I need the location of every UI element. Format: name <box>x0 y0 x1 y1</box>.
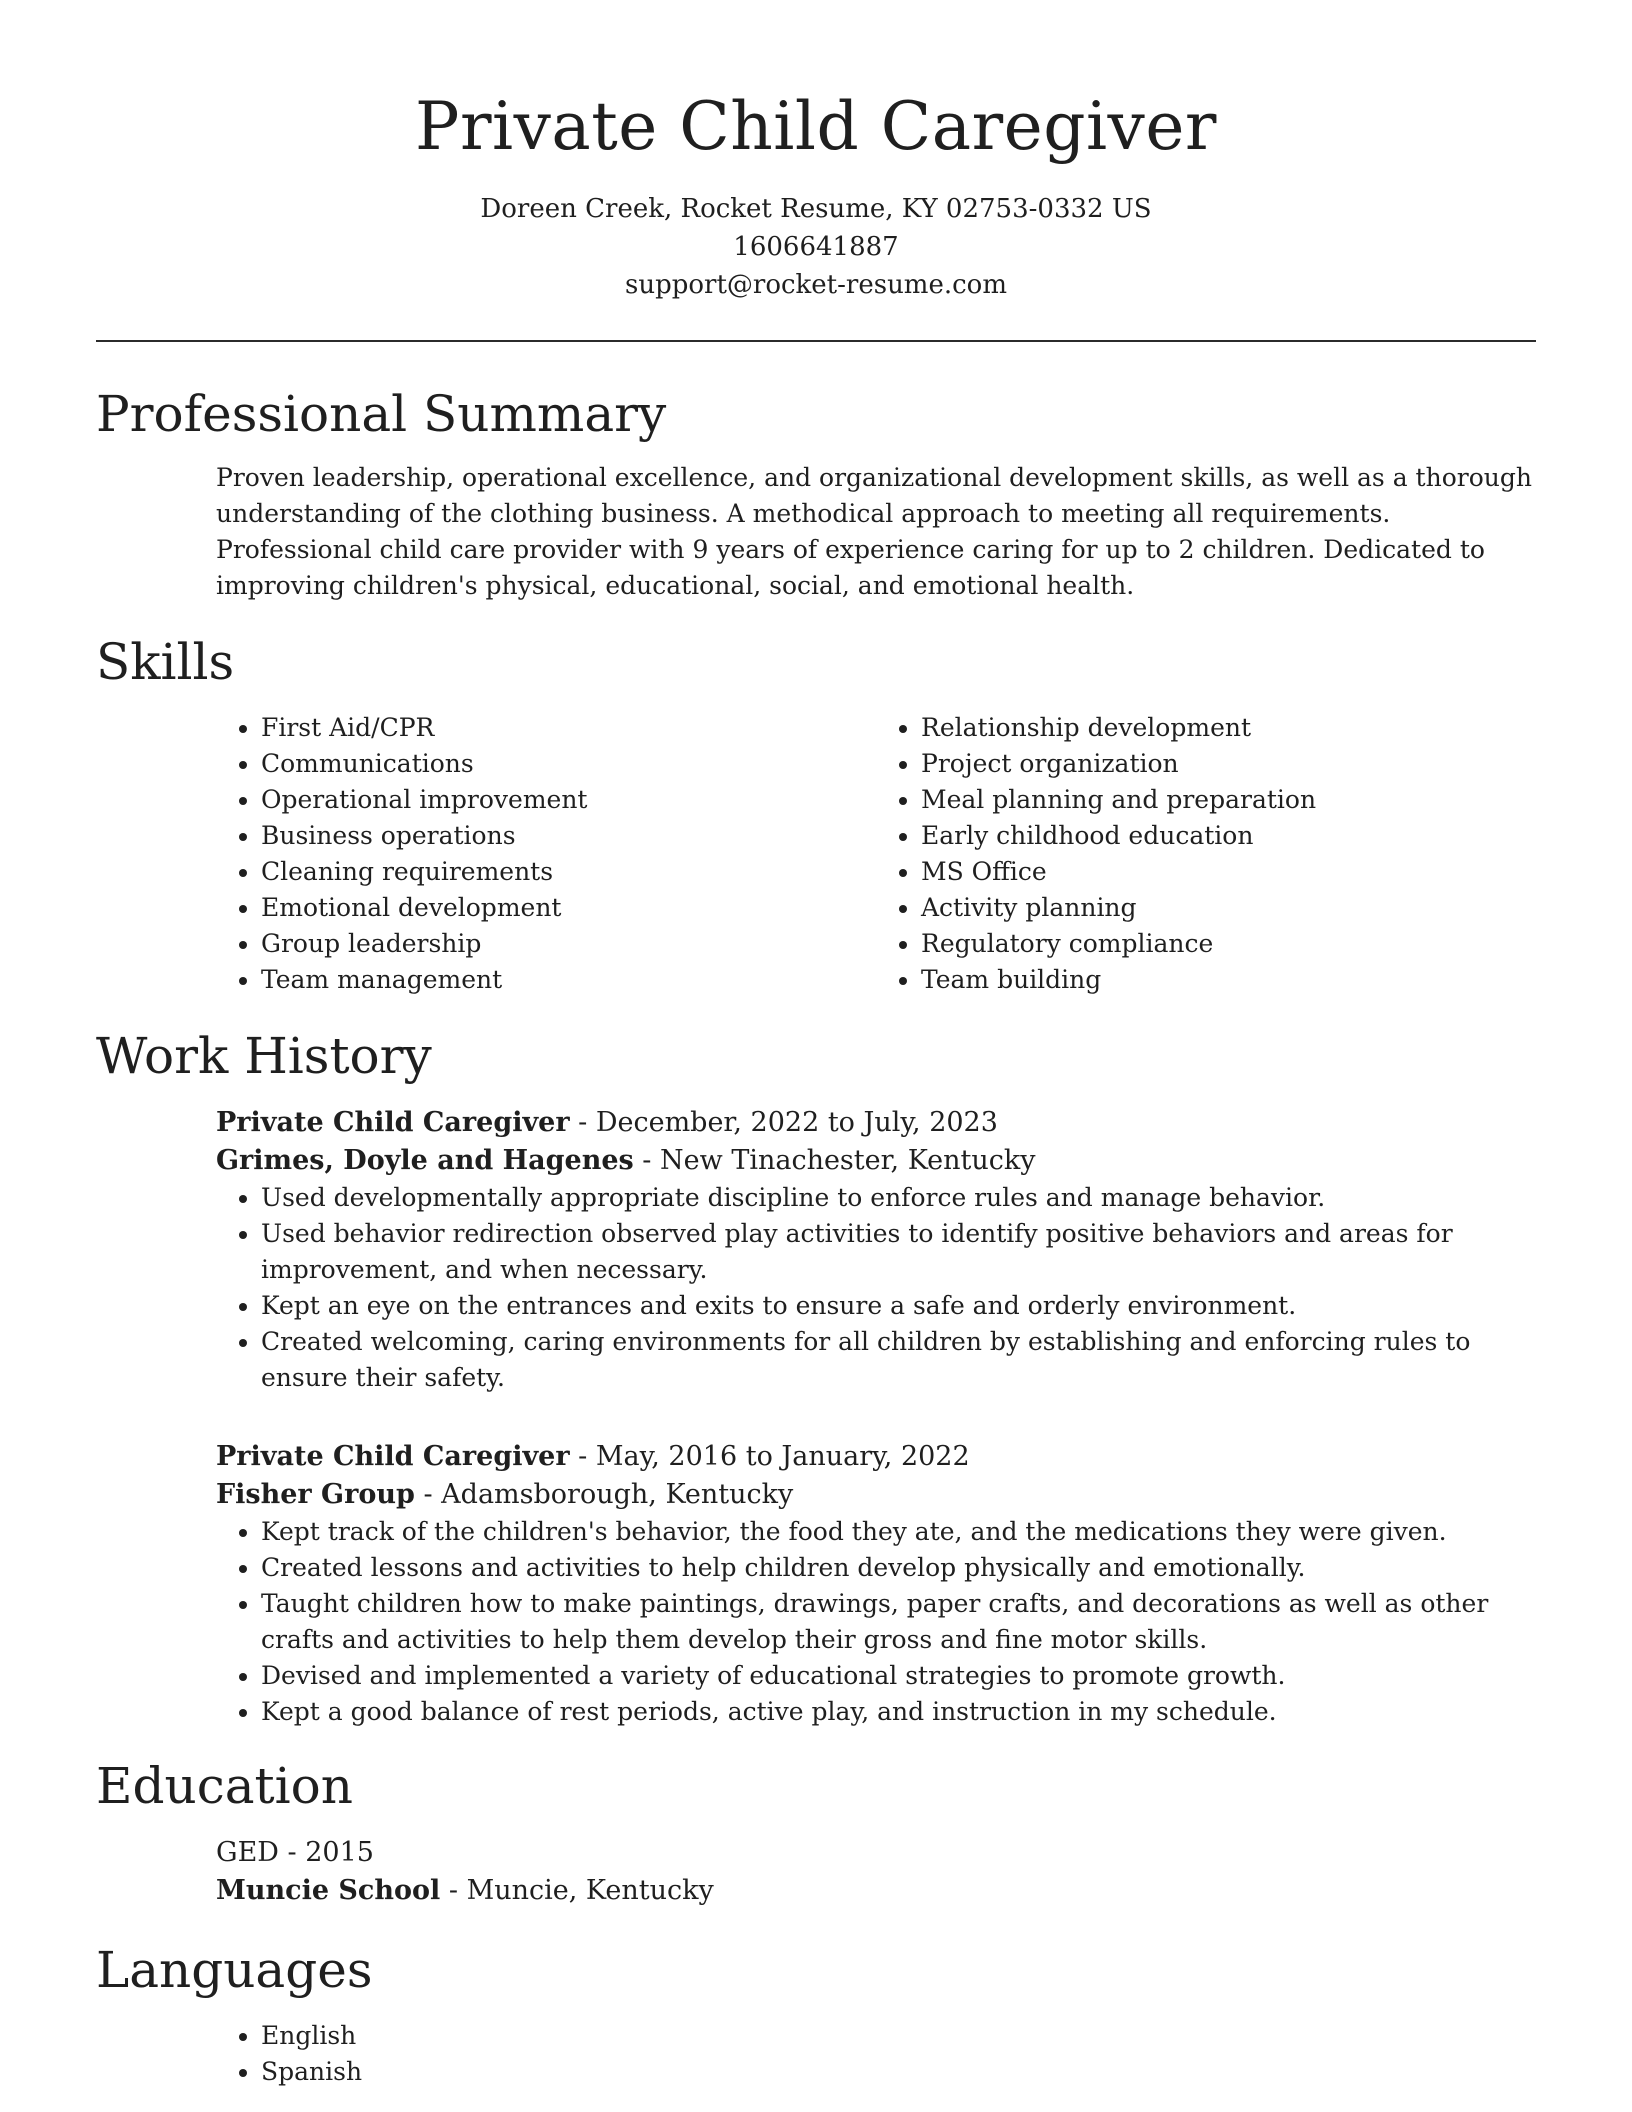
job-duty: • Used behavior redirection observed play activities to identify positive behaviors and areas for improvement, and when necessary. <box>261 1216 1536 1288</box>
separator: - <box>633 1145 661 1176</box>
job-dates: May, 2016 to January, 2022 <box>595 1441 970 1472</box>
skills-section <box>96 710 1536 998</box>
job-title-line <box>216 1438 1536 1476</box>
work-history-heading: Work History <box>96 1027 432 1085</box>
job-duties-list <box>216 1180 1536 1396</box>
languages-heading: Languages <box>96 1941 373 1999</box>
education-degree: GED <box>216 1837 279 1868</box>
skills-list-left <box>216 710 876 998</box>
job-entry <box>216 1104 1536 1396</box>
skill-item: • Emotional development <box>261 890 876 926</box>
education-degree-line <box>216 1834 1536 1872</box>
skill-item: • First Aid/CPR <box>261 710 876 746</box>
education-heading: Education <box>96 1757 353 1815</box>
skill-item: • Regulatory compliance <box>921 926 1536 962</box>
job-duty: • Used developmentally appropriate discipline to enforce rules and manage behavior. <box>261 1180 1536 1216</box>
skill-item: • Team building <box>921 962 1536 998</box>
education-section <box>96 1834 1536 1910</box>
education-year: 2015 <box>305 1837 374 1868</box>
skill-item: • Cleaning requirements <box>261 854 876 890</box>
job-location: Adamsborough, Kentucky <box>441 1479 794 1510</box>
skills-heading: Skills <box>96 633 235 691</box>
work-history-section <box>96 1104 1536 1730</box>
job-company: Fisher Group <box>216 1479 415 1510</box>
job-duty: • Kept a good balance of rest periods, active play, and instruction in my schedule. <box>261 1694 1536 1730</box>
separator: - <box>569 1107 596 1138</box>
candidate-title: Private Child Caregiver <box>415 88 1217 165</box>
languages-list <box>216 2018 1536 2090</box>
header-divider <box>96 340 1536 342</box>
language-item: • English <box>261 2018 1536 2054</box>
skill-item: • Meal planning and preparation <box>921 782 1536 818</box>
education-school: Muncie School <box>216 1875 441 1906</box>
job-duty: • Kept an eye on the entrances and exits to ensure a safe and orderly environment. <box>261 1288 1536 1324</box>
skill-item: • Group leadership <box>261 926 876 962</box>
separator: - <box>569 1441 596 1472</box>
skill-item: • Team management <box>261 962 876 998</box>
education-school-line <box>216 1872 1536 1910</box>
job-title-line <box>216 1104 1536 1142</box>
job-dates: December, 2022 to July, 2023 <box>595 1107 998 1138</box>
contact-phone: 1606641887 <box>733 232 899 262</box>
job-duty: • Created lessons and activities to help children develop physically and emotionally. <box>261 1550 1536 1586</box>
languages-section <box>96 2018 1536 2090</box>
job-company-line <box>216 1476 1536 1514</box>
resume-header <box>96 0 1536 304</box>
contact-email: support@rocket-resume.com <box>624 270 1007 300</box>
skill-item: • Activity planning <box>921 890 1536 926</box>
job-role: Private Child Caregiver <box>216 1441 570 1472</box>
contact-block <box>96 190 1536 304</box>
summary-text: Proven leadership, operational excellence, and organizational development skills, as well as a thorough understanding of the clothing business. A methodical approach to meeting all requirements. Professional child care provider with 9 years of experience caring for up to 2 children. Dedicated to improving children's physical, educational, social, and emotional health. <box>216 463 1532 600</box>
separator: - <box>440 1875 467 1906</box>
job-company-line <box>216 1142 1536 1180</box>
skill-item: • MS Office <box>921 854 1536 890</box>
skill-item: • Relationship development <box>921 710 1536 746</box>
separator: - <box>414 1479 442 1510</box>
skill-item: • Project organization <box>921 746 1536 782</box>
summary-section <box>96 460 1536 604</box>
skill-item: • Communications <box>261 746 876 782</box>
skill-item: • Operational improvement <box>261 782 876 818</box>
skill-item: • Early childhood education <box>921 818 1536 854</box>
job-duties-list <box>216 1514 1536 1730</box>
job-role: Private Child Caregiver <box>216 1107 570 1138</box>
job-duty: • Taught children how to make paintings, drawings, paper crafts, and decorations as well as other crafts and activities to help them develop their gross and fine motor skills. <box>261 1586 1536 1658</box>
job-duty: • Kept track of the children's behavior, the food they ate, and the medications they were given. <box>261 1514 1536 1550</box>
job-company: Grimes, Doyle and Hagenes <box>216 1145 634 1176</box>
summary-heading: Professional Summary <box>96 385 667 443</box>
skill-item: • Business operations <box>261 818 876 854</box>
skills-list-right <box>876 710 1536 998</box>
separator: - <box>278 1837 306 1868</box>
contact-address: Doreen Creek, Rocket Resume, KY 02753-0332 US <box>480 194 1152 224</box>
job-location: New Tinachester, Kentucky <box>660 1145 1036 1176</box>
job-duty: • Created welcoming, caring environments for all children by establishing and enforcing rules to ensure their safety. <box>261 1324 1536 1396</box>
education-location: Muncie, Kentucky <box>466 1875 714 1906</box>
language-item: • Spanish <box>261 2054 1536 2090</box>
job-duty: • Devised and implemented a variety of educational strategies to promote growth. <box>261 1658 1536 1694</box>
job-entry <box>216 1438 1536 1730</box>
